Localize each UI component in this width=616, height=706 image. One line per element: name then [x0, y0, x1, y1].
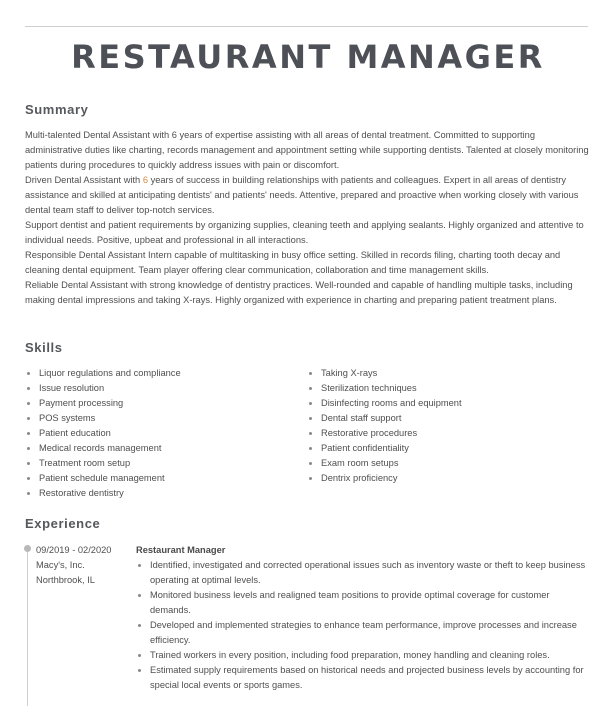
summary-paragraph [25, 173, 590, 218]
job-dates: 09/2019 - 02/2020 [36, 545, 112, 555]
job-company: Macy's, Inc. [36, 560, 85, 570]
skill-item: Patient schedule management [25, 471, 181, 486]
bullet-icon [138, 624, 141, 627]
job-title: Restaurant Manager [136, 545, 226, 555]
bullet-icon [138, 564, 141, 567]
bullet-icon [138, 654, 141, 657]
bullet-icon [27, 387, 30, 390]
skill-item: Dentrix proficiency [307, 471, 462, 486]
job-location: Northbrook, IL [36, 575, 95, 585]
skill-item: Restorative dentistry [25, 486, 181, 501]
summary-paragraph: Responsible Dental Assistant Intern capable of multitasking in busy office setting. Skilled in records filing, charting tooth decay and cleaning dental equipment. Team player offering clear communication, collaboration and time management skills. [25, 250, 561, 275]
skill-item: POS systems [25, 411, 181, 426]
skill-item: Restorative procedures [307, 426, 462, 441]
skill-item: Disinfecting rooms and equipment [307, 396, 462, 411]
summary-highlight: 6 [142, 175, 148, 185]
bullet-icon [309, 417, 312, 420]
summary-paragraph: Support dentist and patient requirements by organizing supplies, cleaning teeth and applying sealants. Highly organized and attentive to individual needs. Positive, upbeat and professional in all interactions. [25, 220, 584, 245]
bullet-icon [27, 492, 30, 495]
skill-item: Patient confidentiality [307, 441, 462, 456]
summary-paragraph: Reliable Dental Assistant with strong knowledge of dentistry practices. Well-rounded and capable of handling multiple tasks, including making dental impressions and taking X-rays. Highly organized with experience in charting and preparing patient treatment plans. [25, 280, 573, 305]
bullet-icon [309, 447, 312, 450]
summary-body [25, 128, 590, 308]
summary-paragraph: Multi-talented Dental Assistant with 6 years of expertise assisting with all areas of dental treatment. Committed to supporting administrative duties like charting, records management and appointment setting while supporting dentists. Talented at closely monitoring patients during procedures to quickly address issues with pain or discomfort. [25, 130, 589, 170]
bullet-icon [309, 462, 312, 465]
job-duties [136, 558, 591, 693]
duty-item: Estimated supply requirements based on historical needs and projected business levels by accounting for special local events or sports games. [136, 663, 591, 693]
duty-item: Developed and implemented strategies to enhance team performance, improve processes and increase efficiency. [136, 618, 591, 648]
bullet-icon [27, 417, 30, 420]
bullet-icon [27, 372, 30, 375]
skill-item: Dental staff support [307, 411, 462, 426]
bullet-icon [27, 462, 30, 465]
skill-item: Issue resolution [25, 381, 181, 396]
summary-text: years of success in building relationships with patients and colleagues. Expert in all areas of dentistry assistance and skilled at anticipating dentists' and patients' needs. Attentive, prepared and proactive when working closely with various dental team staff to deliver top-notch services. [25, 175, 579, 215]
duty-item: Trained workers in every position, including food preparation, money handling and cleaning roles. [136, 648, 591, 663]
skills-list-left [25, 366, 181, 501]
summary-heading: Summary [25, 102, 89, 117]
skill-item: Sterilization techniques [307, 381, 462, 396]
bullet-icon [309, 372, 312, 375]
bullet-icon [27, 477, 30, 480]
skills-heading: Skills [25, 340, 63, 355]
bullet-icon [309, 432, 312, 435]
skills-list-right [307, 366, 462, 486]
summary-text: Driven Dental Assistant with [25, 175, 143, 185]
page-title: RESTAURANT MANAGER [71, 38, 545, 76]
bullet-icon [138, 594, 141, 597]
duty-item: Monitored business levels and realigned team positions to provide optimal coverage for customer demands. [136, 588, 591, 618]
header-divider [25, 26, 588, 27]
skill-item: Taking X-rays [307, 366, 462, 381]
skill-item: Exam room setups [307, 456, 462, 471]
skill-item: Patient education [25, 426, 181, 441]
skill-item: Liquor regulations and compliance [25, 366, 181, 381]
experience-heading: Experience [25, 516, 101, 531]
bullet-icon [309, 477, 312, 480]
bullet-icon [309, 402, 312, 405]
job-meta [36, 543, 111, 588]
bullet-icon [27, 432, 30, 435]
skill-item: Medical records management [25, 441, 181, 456]
skill-item: Treatment room setup [25, 456, 181, 471]
bullet-icon [27, 447, 30, 450]
skill-item: Payment processing [25, 396, 181, 411]
duty-item: Identified, investigated and corrected operational issues such as inventory waste or theft to keep business operating at optimal levels. [136, 558, 591, 588]
bullet-icon [138, 669, 141, 672]
timeline-line [27, 546, 28, 706]
bullet-icon [27, 402, 30, 405]
bullet-icon [309, 387, 312, 390]
timeline-dot-icon [24, 545, 31, 552]
